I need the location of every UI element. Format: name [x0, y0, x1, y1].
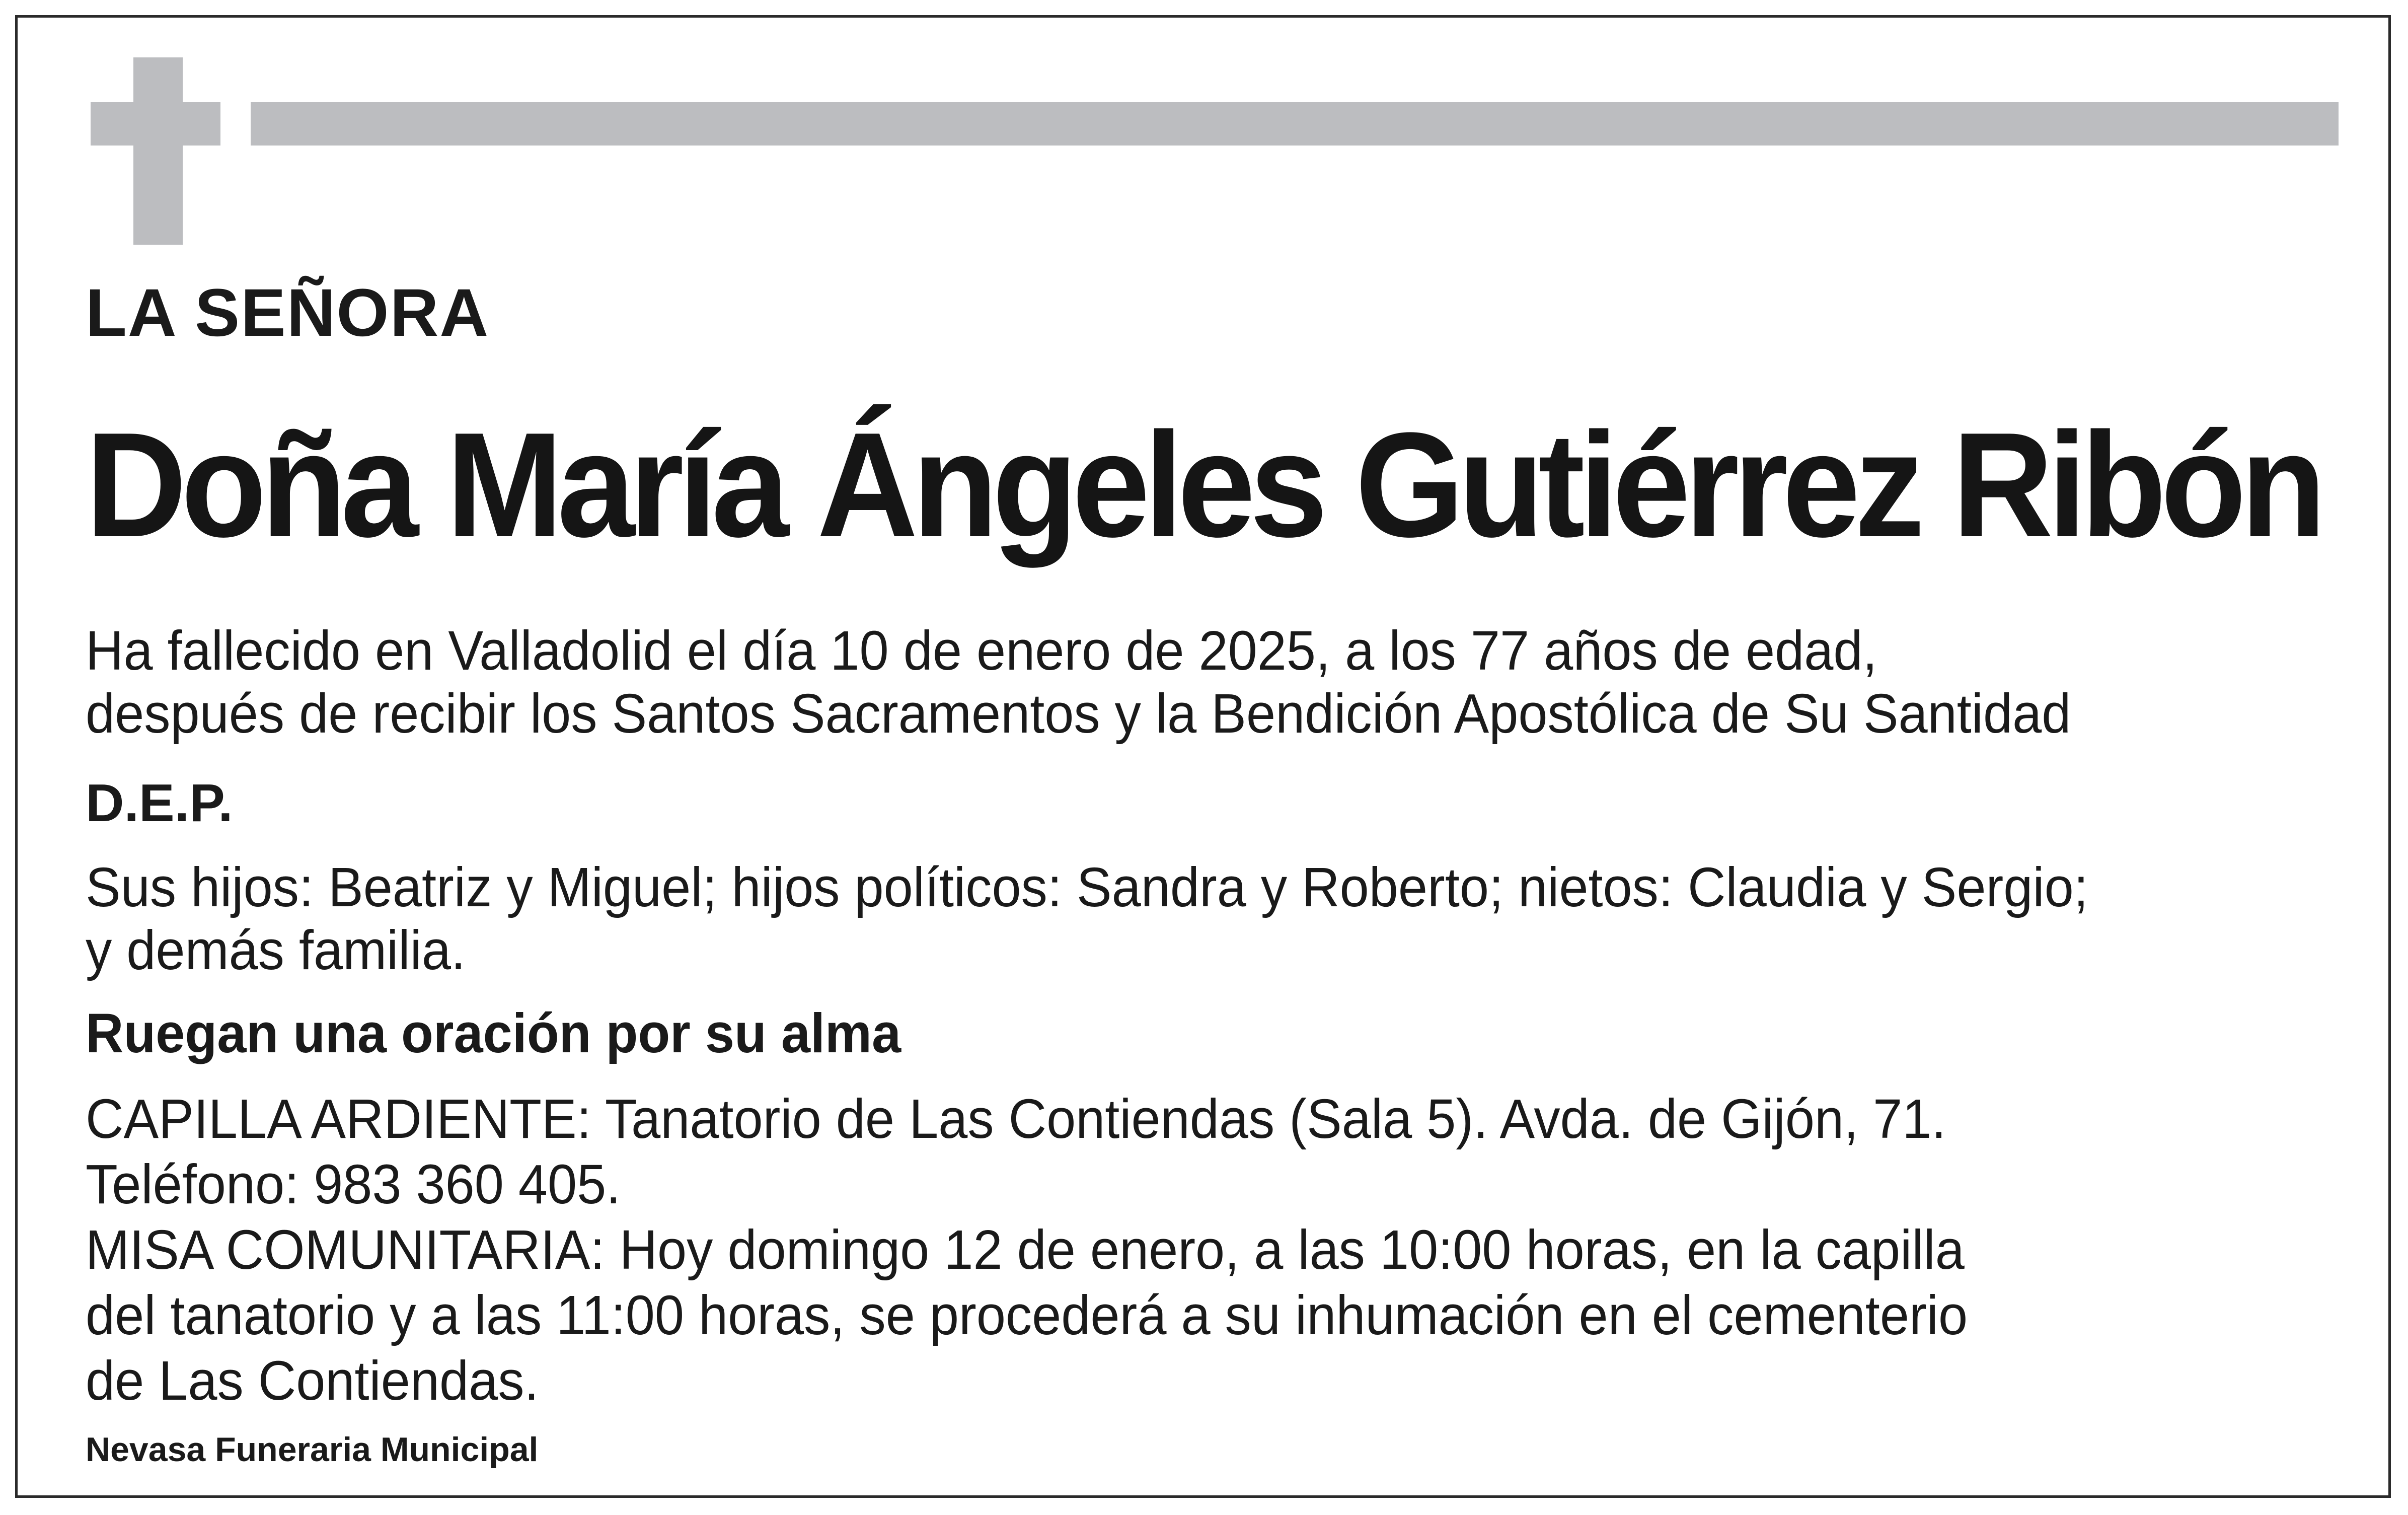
deceased-name: Doña María Ángeles Gutiérrez Ribón [86, 401, 2321, 568]
family-line: Sus hijos: Beatriz y Miguel; hijos políticos: Sandra y Roberto; nietos: Claudia y Sergio; [86, 856, 2088, 918]
cross-icon [133, 57, 183, 245]
intro-title: LA SEÑORA [86, 275, 490, 350]
death-line: Ha fallecido en Valladolid el día 10 de enero de 2025, a los 77 años de edad, [86, 620, 1877, 682]
details-line: del tanatorio y a las 11:00 horas, se procederá a su inhumación en el cementerio [86, 1284, 1968, 1346]
details-line: MISA COMUNITARIA: Hoy domingo 12 de enero, a las 10:00 horas, en la capilla [86, 1219, 1965, 1281]
family-line: y demás familia. [86, 919, 466, 981]
prayer-request: Ruegan una oración por su alma [86, 1002, 901, 1064]
death-line: después de recibir los Santos Sacramentos y la Bendición Apostólica de Su Santidad [86, 683, 2071, 745]
details-line: Teléfono: 983 360 405. [86, 1153, 621, 1215]
details-line: de Las Contiendas. [86, 1350, 539, 1412]
funeral-home-name: Nevasa Funeraria Municipal [86, 1430, 539, 1469]
cross-icon-arm [91, 102, 220, 146]
details-line: CAPILLA ARDIENTE: Tanatorio de Las Contiendas (Sala 5). Avda. de Gijón, 71. [86, 1088, 1946, 1150]
header-rule [251, 102, 2339, 146]
dep-label: D.E.P. [86, 773, 233, 833]
